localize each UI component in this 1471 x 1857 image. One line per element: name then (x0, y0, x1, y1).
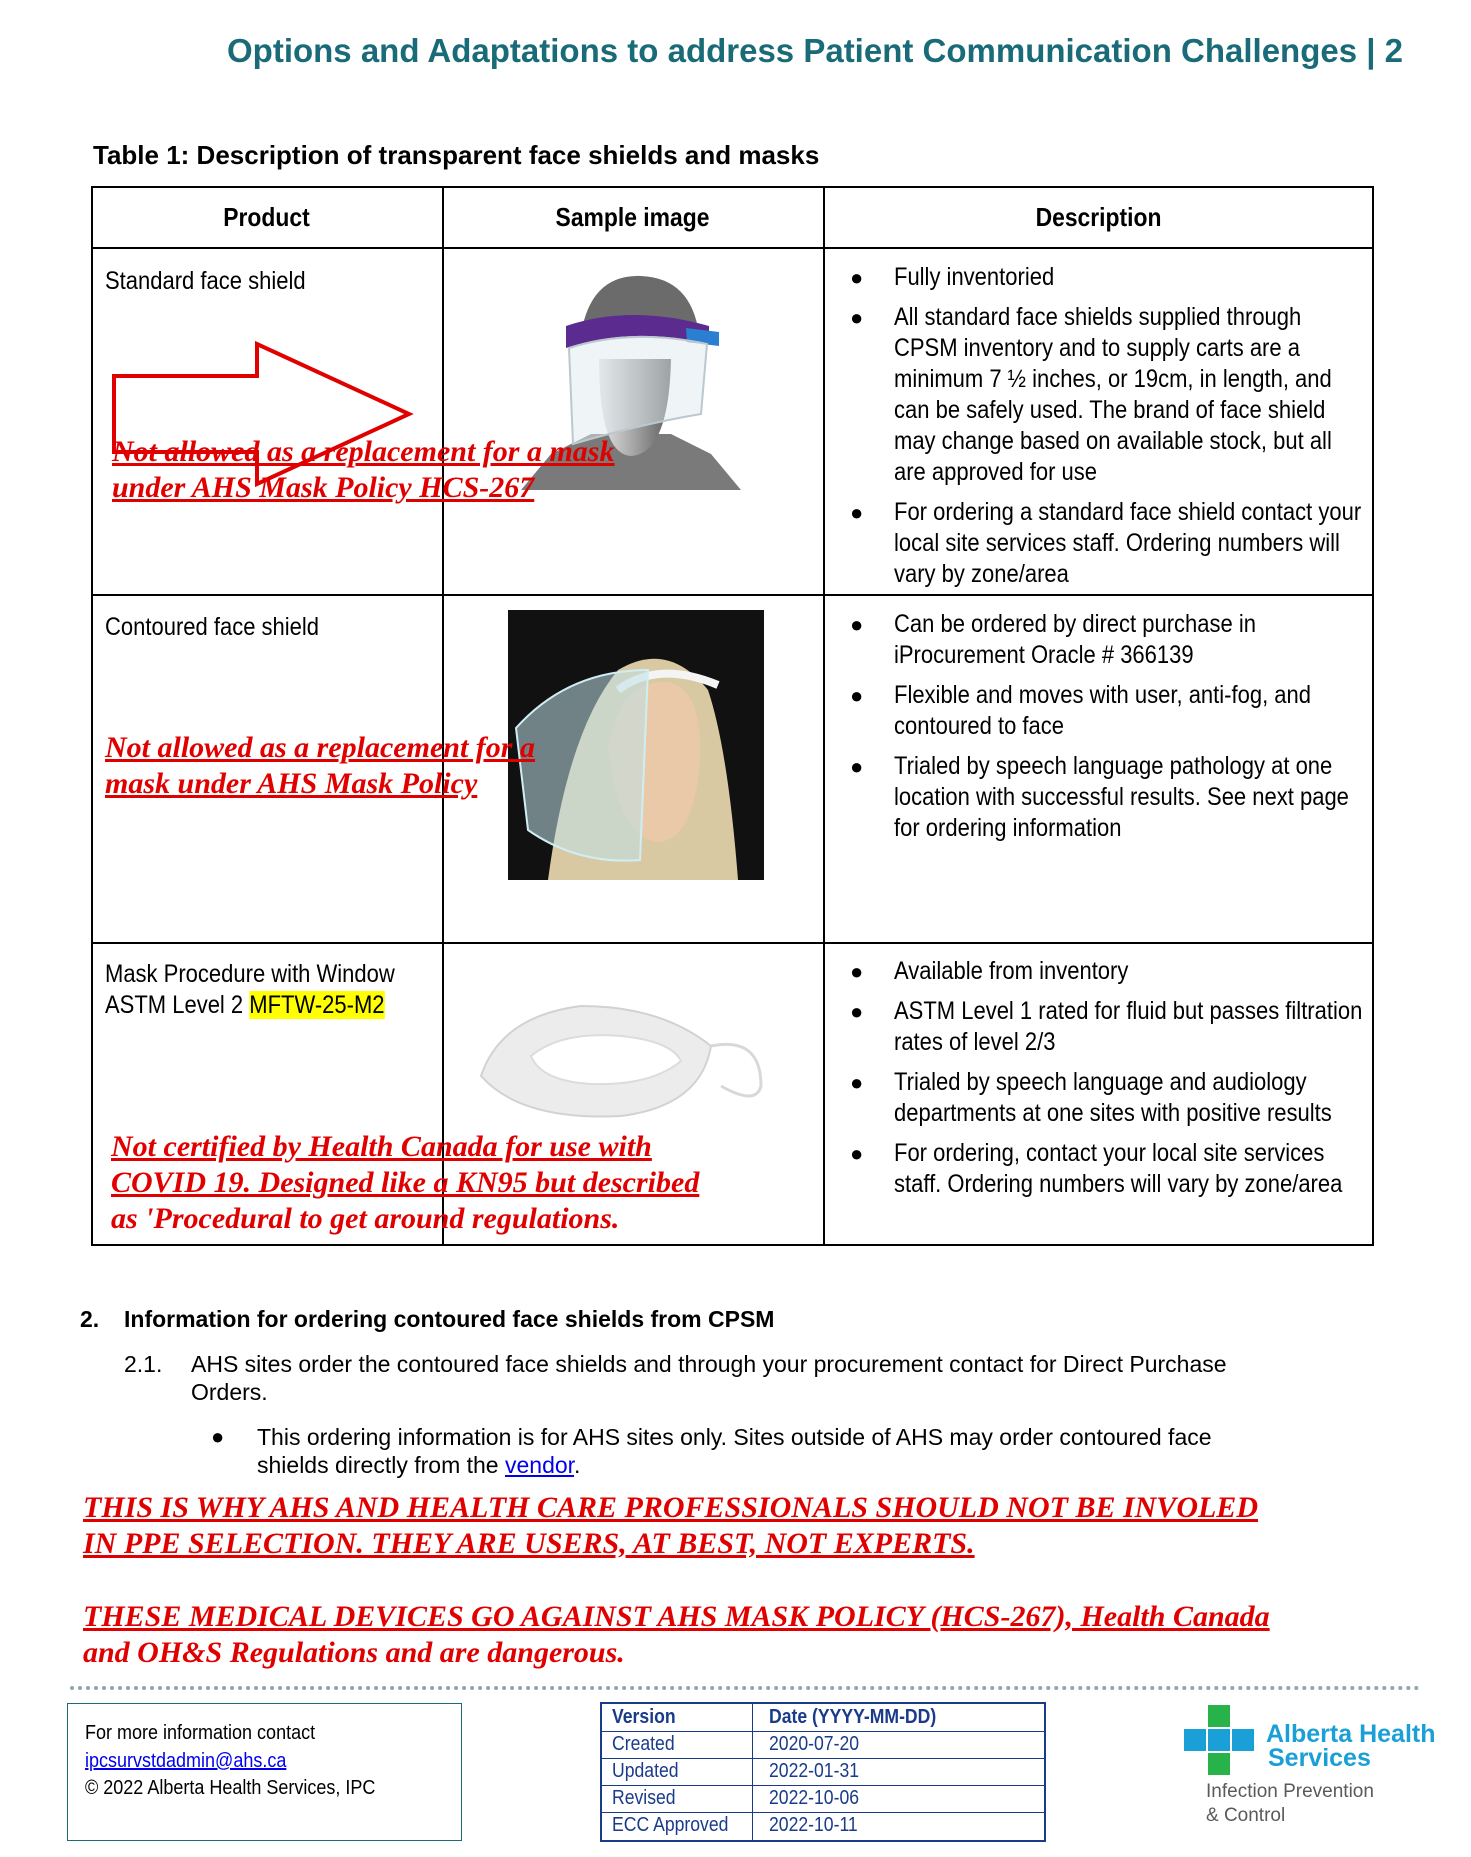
contact-email-link[interactable]: ipcsurvstdadmin@ahs.ca (85, 1750, 287, 1772)
table-border-bottom (91, 1244, 1374, 1246)
red-statement-line1: THIS IS WHY AHS AND HEALTH CARE PROFESSIONALS SHOULD NOT BE INVOLED (83, 1491, 1258, 1524)
list-item: ● ASTM Level 1 rated for fluid but passes filtration rates of level 2/3 (850, 997, 1363, 1056)
red-statement-line2: IN PPE SELECTION. THEY ARE USERS, AT BEST, NOT EXPERTS. (83, 1527, 975, 1560)
product-table (91, 186, 1374, 1246)
section2-heading: 2. Information for ordering contoured face shields from CPSM (80, 1306, 775, 1332)
red-statement-line4: and OH&S Regulations and are dangerous. (83, 1636, 625, 1669)
row1-description-list (850, 262, 1434, 599)
row3-product-line1: Mask Procedure with Window (105, 960, 395, 988)
table-caption: Table 1: Description of transparent face shields and masks (93, 140, 820, 170)
section2-bullet-line2: shields directly from the vendor. (257, 1452, 581, 1478)
product-code-highlight: MFTW-25-M2 (249, 991, 385, 1019)
list-item: ● Available from inventory (850, 957, 1129, 985)
page-title: Options and Adaptations to address Patient Communication Challenges | 2 (227, 32, 1403, 69)
ahs-logo-icon (1184, 1705, 1254, 1777)
list-item: ● Trialed by speech language and audiology departments at one sites with positive results (850, 1068, 1332, 1127)
version-table (600, 1702, 1046, 1842)
table-border-left (91, 186, 93, 1246)
row1-annotation-line1: Not allowed as a replacement for a mask (112, 435, 615, 468)
section2-1-text-line2: Orders. (191, 1379, 268, 1405)
contact-email (85, 1749, 286, 1773)
contact-box (67, 1703, 462, 1841)
row3-annotation-line1: Not certified by Health Canada for use with (111, 1130, 652, 1163)
contoured-face-shield-image (508, 610, 764, 880)
list-item: ● All standard face shields supplied through CPSM inventory and to supply carts are a minimum 7 ½ inches, or 19cm, in length, and can be safely used. The brand of face shield may change based on available stock, but all are approved for use (850, 303, 1332, 486)
row3-description-list (850, 956, 1434, 1209)
row2-annotation-line1: Not allowed as a replacement for a (105, 731, 535, 764)
logo-text: Alberta Health Services (1266, 1720, 1436, 1772)
header-sample-image: Sample image (555, 202, 710, 232)
window-mask-image (461, 976, 791, 1126)
row2-annotation-line2: mask under AHS Mask Policy (105, 767, 478, 800)
contact-label: For more information contact (85, 1722, 316, 1744)
logo-subtitle: Infection Prevention & Control (1206, 1781, 1374, 1826)
header-description: Description (1035, 202, 1162, 232)
table-row: ECC Approved 2022-10-11 (612, 1814, 858, 1836)
list-item: ● Fully inventoried (850, 263, 1055, 291)
copyright: © 2022 Alberta Health Services, IPC (85, 1777, 376, 1799)
table-border-top (91, 186, 1374, 188)
table-row-divider-2 (91, 942, 1374, 944)
footer-divider (70, 1686, 1420, 1690)
red-statement-line3: THESE MEDICAL DEVICES GO AGAINST AHS MASK POLICY (HCS-267), Health Canada (83, 1600, 1270, 1633)
list-item: ● Can be ordered by direct purchase in iProcurement Oracle # 366139 (850, 610, 1256, 669)
section2-1-text-line1: AHS sites order the contoured face shields and through your procurement contact for Direct Purchase (191, 1351, 1227, 1377)
table-row: Created 2020-07-20 (602, 1731, 1044, 1759)
vendor-link[interactable]: vendor (504, 1452, 575, 1478)
bullet-dot: ● (211, 1424, 225, 1449)
row3-annotation-line2: COVID 19. Designed like a KN95 but described (111, 1166, 700, 1199)
table-row: Updated 2022-01-31 (602, 1758, 1044, 1786)
section2-bullet-line1: This ordering information is for AHS sites only. Sites outside of AHS may order contoured face (257, 1424, 1212, 1450)
header-product: Product (223, 202, 310, 232)
table-col-divider-1 (442, 186, 444, 1246)
table-row: Revised 2022-10-06 (602, 1785, 1044, 1813)
list-item: ● For ordering a standard face shield contact your local site services staff. Ordering numbers will vary by zone/area (850, 498, 1362, 588)
table-row: Version Date (YYYY-MM-DD) (602, 1704, 1044, 1732)
list-item: ● For ordering, contact your local site services staff. Ordering numbers will vary by zone/area (850, 1139, 1343, 1198)
row2-product: Contoured face shield (105, 613, 320, 641)
section2-1-number: 2.1. (124, 1351, 163, 1377)
row1-annotation-line2: under AHS Mask Policy HCS-267 (112, 471, 535, 504)
table-header-divider (91, 247, 1374, 249)
list-item: ● Trialed by speech language pathology at one location with successful results. See next page for ordering information (850, 752, 1349, 842)
list-item: ● Flexible and moves with user, anti-fog, and contoured to face (850, 681, 1312, 740)
row3-annotation-line3: as 'Procedural to get around regulations. (111, 1202, 620, 1235)
row2-description-list (850, 609, 1434, 853)
row3-product-line2: ASTM Level 2 MFTW-25-M2 (105, 991, 385, 1019)
table-col-divider-2 (823, 186, 825, 1246)
row1-product: Standard face shield (105, 267, 306, 295)
